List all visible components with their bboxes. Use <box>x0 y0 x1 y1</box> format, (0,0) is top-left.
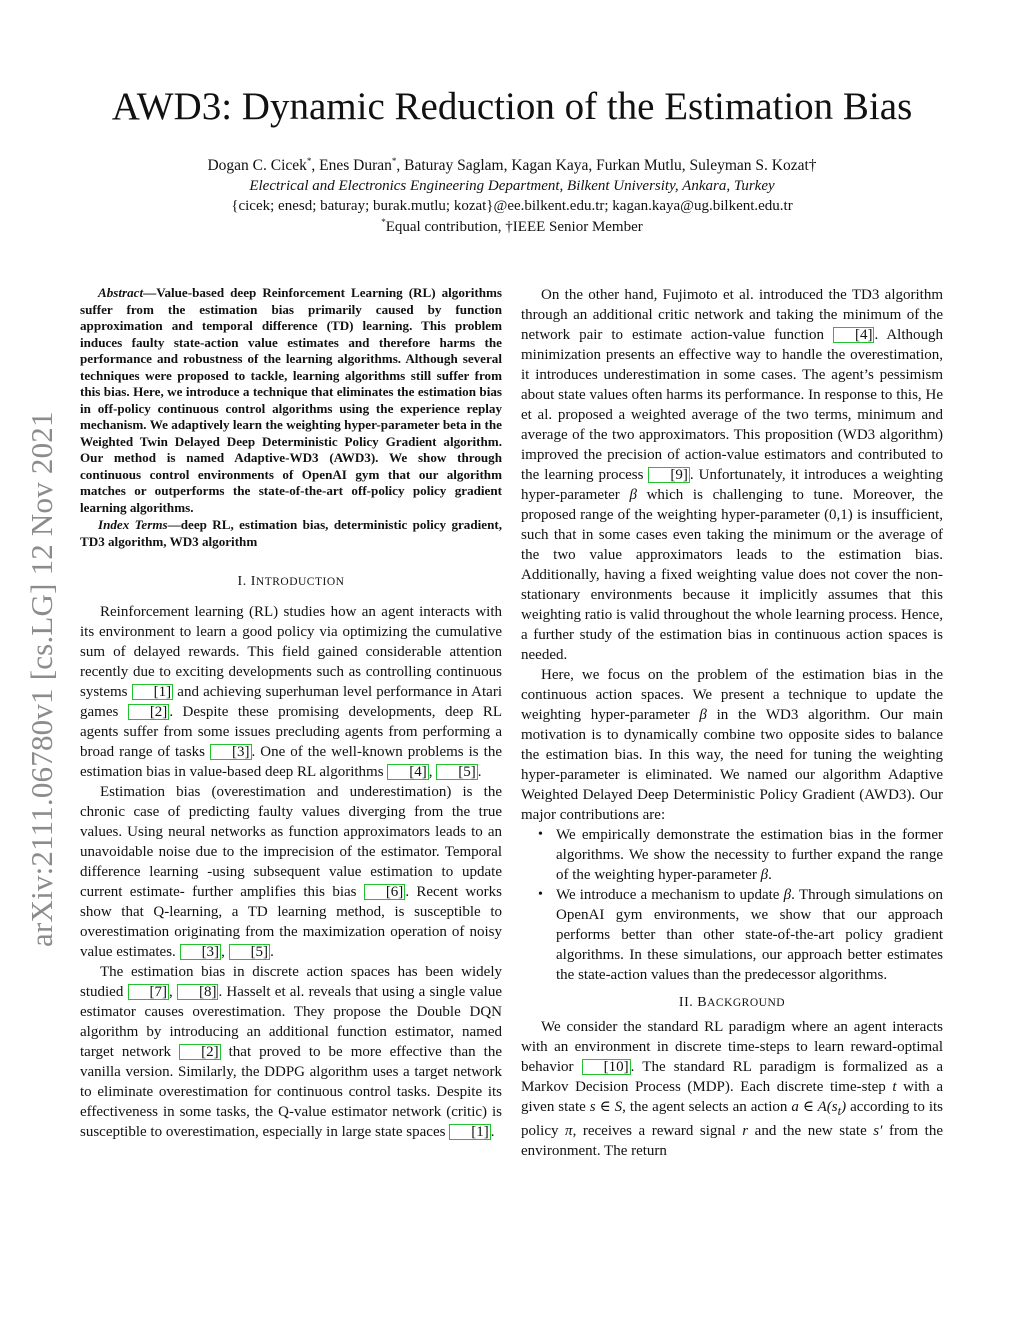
intro-paragraph <box>80 602 502 782</box>
math-symbol: r <box>742 1123 749 1139</box>
text-run: The estimation bias in discrete action spaces has been widely studied <box>80 964 502 1000</box>
text-run: . Through simulations on OpenAI gym environments, we show that our approach performs better than other state-of-the-art policy gradient algorithms. In these simulations, our approach better estimates the state-action values than the predecessor algorithms. <box>556 887 944 983</box>
text-run: , <box>169 984 177 1000</box>
text-run: according to its policy <box>521 1099 943 1139</box>
text-run: , receives a reward signal <box>572 1123 743 1139</box>
text-run: On the other hand, Fujimoto et al. introduced the TD3 algorithm through an additional critic network and taking the minimum of the network pair to estimate action-value function <box>521 287 943 343</box>
citation-link[interactable]: [3] <box>180 944 222 960</box>
text-run: . One of the well-known problems is the estimation bias in value-based deep RL algorithms <box>80 744 502 780</box>
math-symbol: a ∈ A(s <box>791 1099 838 1115</box>
body-paragraph <box>521 665 943 825</box>
citation-link[interactable]: [7] <box>128 984 170 1000</box>
citation-link[interactable]: [8] <box>177 984 219 1000</box>
contribution-list <box>521 825 943 985</box>
text-run: We introduce a mechanism to update <box>556 887 784 903</box>
body-paragraph <box>521 285 943 665</box>
right-column <box>521 285 943 1161</box>
citation-link[interactable]: [5] <box>436 764 478 780</box>
text-run: We empirically demonstrate the estimation bias in the former algorithms. We show the necessity to further expand the range of the weighting hyper-parameter <box>556 827 943 883</box>
math-subscript: t <box>837 1104 842 1118</box>
abstract <box>80 285 502 516</box>
math-symbol: s ∈ S <box>589 1099 623 1115</box>
equal-contribution-mark: * <box>381 217 386 227</box>
text-run: in the WD3 algorithm. Our main motivation is to dynamically combine two opposite sides to balance the estimation bias. In this way, the need for tuning the weighting hyper-parameter is eliminated. We named our algorithm Adaptive Weighted Delayed Deep Deterministic Policy Gradient (AWD3). Our major contributions are: <box>521 707 943 823</box>
title-block <box>0 84 1024 237</box>
section-heading-introduction <box>80 572 502 592</box>
author-name: Dogan C. Cicek <box>207 157 307 174</box>
citation-link[interactable]: [4] <box>387 764 429 780</box>
citation-link[interactable]: [6] <box>364 884 406 900</box>
section-number: II. <box>678 995 698 1010</box>
citation-link[interactable]: [10] <box>582 1059 631 1075</box>
index-terms <box>80 517 502 550</box>
citation-link[interactable]: [5] <box>229 944 271 960</box>
citation-link[interactable]: [1] <box>132 684 174 700</box>
body-paragraph <box>521 1017 943 1161</box>
equal-contribution-mark: * <box>306 156 312 166</box>
equal-contribution-mark: * <box>391 156 397 166</box>
text-run: and achieving superhuman level performance in Atari games <box>80 684 502 720</box>
bullet-icon: • <box>538 887 543 902</box>
list-item <box>521 885 943 985</box>
math-symbol: ) <box>841 1099 847 1115</box>
section-title-initial: B <box>697 995 708 1010</box>
text-run: , the agent selects an action <box>622 1099 792 1115</box>
citation-link[interactable]: [1] <box>449 1124 491 1140</box>
affiliation: Electrical and Electronics Engineering Department, Bilkent University, Ankara, Turkey <box>249 178 775 194</box>
text-run: . Hasselt et al. reveals that using a single value estimator causes overestimation. They propose the Double DQN algorithm by introducing an additional function estimator, named target network <box>80 984 502 1060</box>
text-run: . Despite these promising developments, deep RL agents suffer from some issues precluding agents from performing a broad range of tasks <box>80 704 502 760</box>
author-emails: {cicek; enesd; baturay; burak.mutlu; kozat}@ee.bilkent.edu.tr; kagan.kaya@ug.bilkent.edu.tr <box>231 198 793 214</box>
index-terms-text: —deep RL, estimation bias, deterministic policy gradient, TD3 algorithm, WD3 algorithm <box>80 517 502 549</box>
index-terms-label: Index Terms <box>98 517 168 532</box>
section-title-rest: ACKGROUND <box>707 997 786 1009</box>
arxiv-identifier: arXiv:2111.06780v1 [cs.LG] 12 Nov 2021 <box>24 411 59 947</box>
text-run: Here, we focus on the problem of the estimation bias in the continuous action spaces. We present a technique to update the weighting hyper-parameter <box>521 667 943 723</box>
paper-title: AWD3: Dynamic Reduction of the Estimation Bias <box>111 85 913 128</box>
citation-link[interactable]: [9] <box>648 467 690 483</box>
math-symbol: s′ <box>873 1123 883 1139</box>
math-symbol: t <box>892 1079 897 1095</box>
text-run: . <box>270 944 274 960</box>
author-name: , Enes Duran <box>311 157 392 174</box>
text-run: , <box>428 764 437 780</box>
author-list <box>0 156 1024 176</box>
math-symbol: β <box>699 707 707 723</box>
text-run: , <box>221 944 229 960</box>
bullet-icon: • <box>538 827 543 842</box>
text-run: . <box>490 1124 495 1140</box>
list-item <box>521 825 943 885</box>
text-run: which is challenging to tune. Moreover, the proposed range of the weighting hyper-parameter (0,1) is insufficient, such that in some cases even taking the minimum or the average of the two value approximators leads to the estimation bias. Additionally, having a fixed weighting value does not cover the non-stationary environments because it implicitly assumes that this weighting ratio is valid throughout the whole learning process. Hence, a further study of the estimation bias in continuous action spaces is needed. <box>521 487 944 663</box>
section-title-initial: I <box>250 574 256 589</box>
text-run: Reinforcement learning (RL) studies how an agent interacts with its environment to learn a good policy via optimizing the cumulative sum of delayed rewards. This field gained considerable attention recently due to exciting developments such as controlling continuous systems <box>80 604 502 700</box>
section-number: I. <box>237 574 251 589</box>
citation-link[interactable]: [2] <box>179 1044 221 1060</box>
text-run: . Unfortunately, it introduces a weighting hyper-parameter <box>521 467 943 503</box>
text-run: . Although minimization presents an effective way to handle the overestimation, it introduces underestimation in some cases. The agent’s pessimism about state values often harms its performance. In response to this, He et al. proposed a weighted average of the two terms, minimum and average of the two approximators. This proposition (WD3 algorithm) improved the precision of action-value estimators and contributed to the learning process <box>521 327 943 483</box>
text-run: . <box>768 867 772 883</box>
intro-paragraph <box>80 962 502 1142</box>
citation-link[interactable]: [2] <box>128 704 170 720</box>
text-run: . The standard RL paradigm is formalized as a Markov Decision Process (MDP). Each discrete time-step <box>521 1059 943 1095</box>
contribution-note-text: Equal contribution, †IEEE Senior Member <box>385 219 643 235</box>
citation-link[interactable]: [3] <box>210 744 252 760</box>
left-column <box>80 285 502 1142</box>
citation-link[interactable]: [4] <box>833 327 875 343</box>
math-symbol: β <box>629 487 637 503</box>
section-title-rest: NTRODUCTION <box>255 576 345 588</box>
abstract-label: Abstract <box>98 285 144 300</box>
contribution-note <box>0 217 1024 237</box>
section-heading-background <box>521 993 943 1013</box>
math-symbol: π <box>565 1123 573 1139</box>
text-run: with a given state <box>521 1079 944 1115</box>
text-run: . <box>477 764 482 780</box>
text-run: Estimation bias (overestimation and underestimation) is the chronic case of predicting faulty values diverging from the true values. Using neural networks as function approximators leads to an unavoidable noise due to the imprecision of the estimator. Temporal difference learning -using subsequent value estimation to update current estimate- further amplifies this bias <box>80 784 502 900</box>
abstract-text: —Value-based deep Reinforcement Learning (RL) algorithms suffer from the estimation bias primarily caused by function approximation and temporal difference (TD) learning. This problem induces faulty state-action value estimates and therefore harms the performance and robustness of the learning algorithms. Although several techniques were proposed to tackle, learning algorithms still suffer from this bias. Here, we introduce a technique that eliminates the estimation bias in off-policy continuous control algorithms using the experience replay mechanism. We adaptively learn the weighting hyper-parameter beta in the Weighted Twin Delayed Deep Deterministic Policy Gradient algorithm. Our method is named Adaptive-WD3 (AWD3). We show through continuous control environments of OpenAI gym that our algorithm matches or outperforms the state-of-the-art off-policy policy gradient learning algorithms. <box>80 285 502 515</box>
math-symbol: β <box>760 867 769 883</box>
text-run: We consider the standard RL paradigm where an agent interacts with an environment in discrete time-steps to learn reward-optimal behavior <box>521 1019 943 1075</box>
text-run: . Recent works show that Q-learning, a TD learning method, is susceptible to overestimation originating from the maximization operation of noisy value estimates. <box>80 884 503 960</box>
author-names: , Baturay Saglam, Kagan Kaya, Furkan Mutlu, Suleyman S. Kozat† <box>396 157 817 174</box>
text-run: and the new state <box>748 1123 874 1139</box>
text-run: from the environment. The return <box>521 1123 943 1159</box>
intro-paragraph <box>80 782 502 962</box>
math-symbol: β <box>783 887 792 903</box>
text-run: that proved to be more effective than the vanilla version. Similarly, the DDPG algorithm uses a target network to eliminate overestimation for continuous control tasks. Despite its effectiveness in some tasks, the Q-value estimator network (critic) is susceptible to overestimation, especially in large state spaces <box>80 1044 502 1140</box>
